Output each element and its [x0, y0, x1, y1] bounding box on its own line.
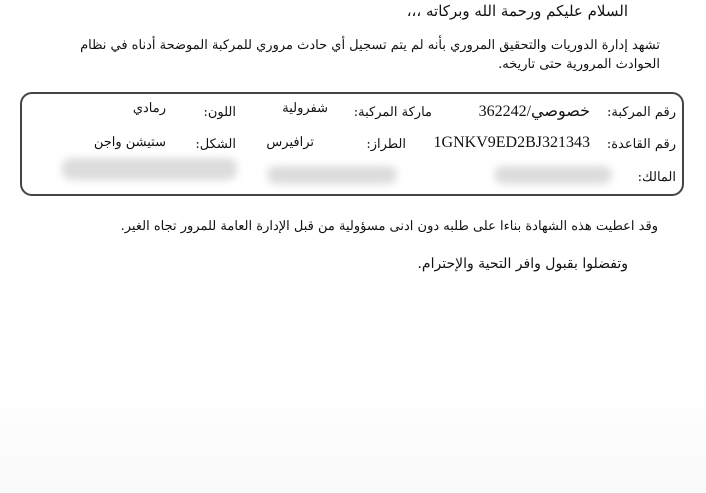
model-value: ترافيرس [266, 135, 314, 150]
plate-label: رقم المركبة: [607, 105, 676, 120]
vehicle-details-box [20, 92, 684, 196]
intro-paragraph: تشهد إدارة الدوريات والتحقيق المروري بأنه لم يتم تسجيل أي حادث مروري للمركبة الموضحة أدناه في نظام الحوادث المرورية حتى تاريخه. [80, 38, 660, 72]
make-value: شفرولية [282, 101, 328, 116]
redacted-owner-id [267, 166, 397, 184]
color-value: رمادي [132, 101, 166, 116]
page-bottom-fade [0, 373, 706, 493]
chassis-label: رقم القاعدة: [606, 137, 676, 152]
redacted-owner-detail [62, 158, 237, 180]
plate-value: خصوصي/362242 [478, 103, 590, 120]
chassis-value: 1GNKV9ED2BJ321343 [433, 134, 590, 151]
model-label: الطراز: [366, 137, 406, 152]
make-label: ماركة المركبة: [353, 105, 432, 120]
shape-label: الشكل: [195, 137, 236, 152]
statement-line: وقد اعطيت هذه الشهادة بناءا على طلبه دون ادنى مسؤولية من قبل الإدارة العامة للمرور تجاه الغير. [120, 219, 658, 234]
greeting-line: السلام عليكم ورحمة الله وبركاته ،،، [406, 2, 628, 20]
shape-value: ستيشن واجن [93, 135, 166, 150]
color-label: اللون: [203, 105, 236, 120]
closing-line: وتفضلوا بقبول وافر التحية والإحترام. [417, 256, 628, 272]
owner-label: المالك: [637, 170, 676, 185]
redacted-owner-name [494, 166, 612, 184]
